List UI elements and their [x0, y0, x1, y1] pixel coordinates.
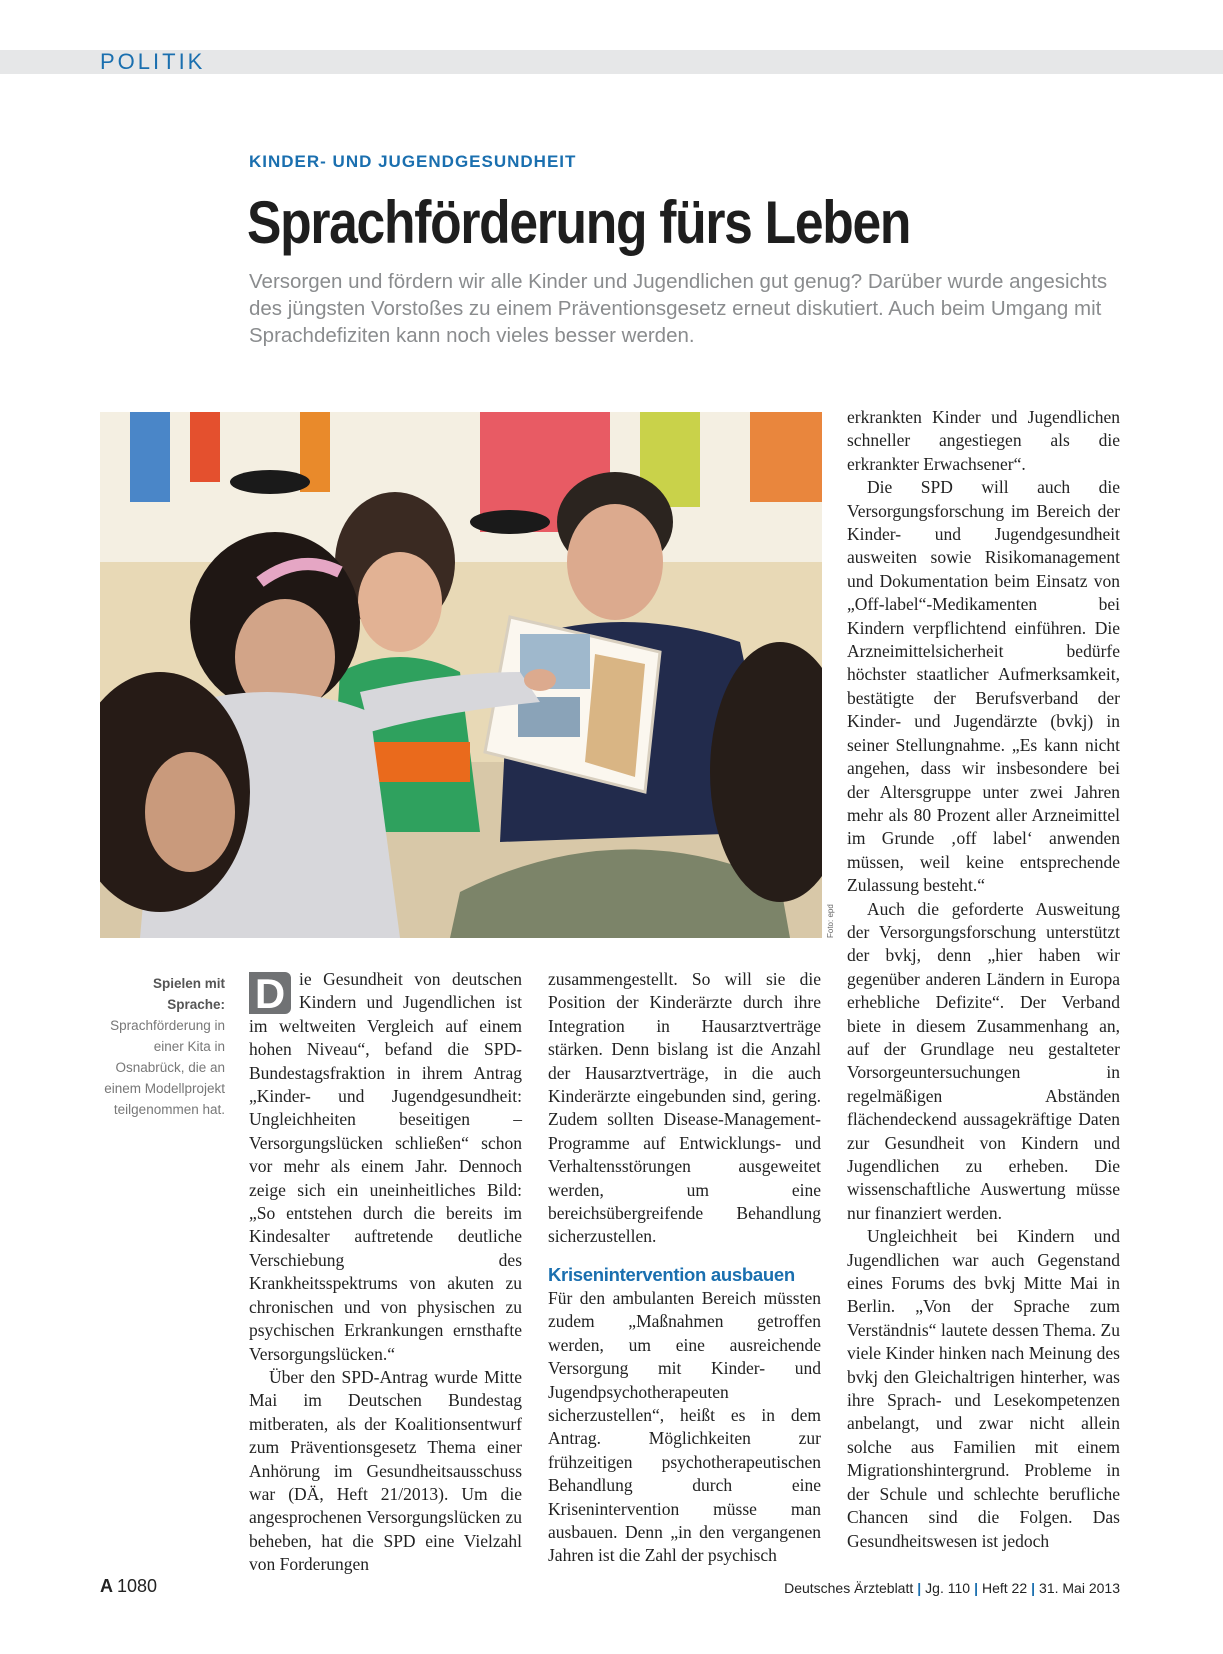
section-label: POLITIK — [100, 49, 206, 74]
article-paragraph: Für den ambulanten Bereich müssten zudem „Maßnahmen getroffen werden, um eine ausreichende Versorgung mit Kinder- und Jugendpsychotherapeuten sicherzustellen“, heißt es in dem Antrag. Möglichkeiten zur frühzeitigen psychotherapeutischen Behandlung durch eine Krisenintervention müsse man ausbauen. Denn „in den vergangenen Jahren ist die Zahl der psychisch — [548, 1287, 821, 1566]
article-paragraph: Ungleichheit bei Kindern und Jugendlichen war auch Gegenstand eines Forums des bvkj Mitte Mai in Berlin. „Von der Sprache zum Verständnis“ lautete dessen Thema. Zu viele Kinder hinken nach Meinung des bvkj den Gleichaltrigen hinterher, was ihre Sprach- und Lesekompetenzen anbelangt, und zwar nicht allein solche aus Familien mit einem Migrationshintergrund. Probleme in der Schule und schlechte berufliche Chancen sind die Folgen. Das Gesundheitswesen ist jedoch — [847, 1226, 1120, 1551]
article-paragraph: Über den SPD-Antrag wurde Mitte Mai im Deutschen Bundestag mitberaten, als der Koalitionsentwurf zum Präventionsgesetz Thema einer Anhörung im Gesundheitsausschuss war (DÄ, Heft 21/2013). Um die angesprochenen Versorgungslücken zu beheben, hat die SPD eine Vielzahl von Forderungen — [249, 1366, 522, 1575]
article-column-1 — [249, 968, 522, 1577]
caption-bold: Spielen mit Sprache: — [152, 976, 225, 1012]
page-number-value: 1080 — [117, 1576, 158, 1596]
article-photo — [100, 412, 822, 938]
article-paragraph: Die SPD will auch die Versorgungsforschung im Bereich der Kinder- und Jugendgesundheit ausweiten sowie Risikomanagement und Dokumentation beim Einsatz von „Off-label“-Medikamenten bei Kindern verpflichtend einführen. Die Arzneimittelsicherheit bedürfe höchster staatlicher Aufmerksamkeit, bestätigte der Berufsverband der Kinder- und Jugendärzte (bvkj) in seiner Stellungnahme. „Es kann nicht angehen, dass wir insbesondere bei der Altersgruppe unter zwei Jahren mehr als 80 Prozent aller Arzneimittel im Grunde ‚off label‘ anwenden müssen, weil keine entsprechende Zulassung besteht.“ — [847, 477, 1120, 896]
photo-credit: Foto: epd — [826, 904, 835, 938]
footer-separator: | — [917, 1580, 922, 1596]
journal-volume: Jg. 110 — [925, 1580, 971, 1596]
article-subhead: Krisenintervention ausbauen — [548, 1263, 795, 1285]
article-paragraph — [249, 968, 522, 1366]
page-number — [100, 1576, 157, 1597]
article-paragraph: Auch die geforderte Ausweitung der Versorgungsforschung unterstützt der bvkj, denn „hier haben wir gegenüber anderen Ländern in Europa erhebliche Defizite“. Der Verband biete in diesem Zusammenhang an, auf der Grundlage neu gestalteter Vorsorgeuntersuchungen in regelmäßigen Abständen flächendeckend aussagekräftige Daten zur Gesundheit von Kindern und Jugendlichen zu erheben. Die wissenschaftliche Auswertung müsse nur finanziert werden. — [847, 898, 1120, 1223]
page-prefix: A — [100, 1576, 113, 1596]
photo-caption — [100, 973, 225, 1120]
journal-footer — [784, 1580, 1120, 1596]
drop-cap: D — [249, 972, 291, 1014]
footer-separator: | — [1031, 1580, 1036, 1596]
article-paragraph: erkrankten Kinder und Jugendlichen schneller angestiegen als die erkrankter Erwachsener“. — [847, 407, 1120, 474]
article-kicker: KINDER- UND JUGENDGESUNDHEIT — [249, 152, 577, 171]
journal-issue: Heft 22 — [981, 1580, 1028, 1596]
article-column-3 — [847, 406, 1120, 1551]
caption-text: Sprachförderung in einer Kita in Osnabrück, die an einem Modellprojekt teilgenommen hat. — [104, 1018, 225, 1117]
article-headline: Sprachförderung fürs Leben — [247, 189, 911, 256]
paragraph-text: ie Gesundheit von deutschen Kindern und Jugendlichen ist im weltweiten Vergleich auf einem hohen Niveau“, befand die SPD-Bundestagsfraktion in ihrem Antrag „Kinder- und Jugendgesundheit: Ungleichheiten beseitigen – Versorgungslücken schließen“ schon vor mehr als einem Jahr. Dennoch zeige sich ein uneinheitliches Bild: „So entstehen durch die bereits im Kindesalter auftretende deutliche Verschiebung des Krankheitsspektrums von akuten zu chronischen und von physischen zu psychischen Erkrankungen ernsthafte Versorgungslücken.“ — [249, 969, 522, 1364]
journal-date: 31. Mai 2013 — [1039, 1580, 1120, 1596]
article-lead: Versorgen und fördern wir alle Kinder und Jugendlichen gut genug? Darüber wurde angesichts des jüngsten Vorstoßes zu einem Präventionsgesetz erneut diskutiert. Auch beim Umgang mit Sprachdefiziten kann noch vieles besser werden. — [249, 270, 1108, 347]
journal-name: Deutsches Ärzteblatt — [784, 1580, 914, 1596]
photo-illustration — [100, 412, 822, 938]
footer-separator: | — [974, 1580, 978, 1596]
article-paragraph: zusammengestellt. So will sie die Position der Kinderärzte durch ihre Integration in Hausarztverträge stärken. Denn bislang ist die Anzahl der Hausarztverträge, in die auch Kinderärzte eingebunden sind, gering. Zudem sollten Disease-Management-Programme auf Entwicklungs- und Verhaltensstörungen ausgeweitet werden, um eine bereichsübergreifende Behandlung sicherzustellen. — [548, 969, 821, 1247]
article-column-2 — [548, 968, 821, 1568]
